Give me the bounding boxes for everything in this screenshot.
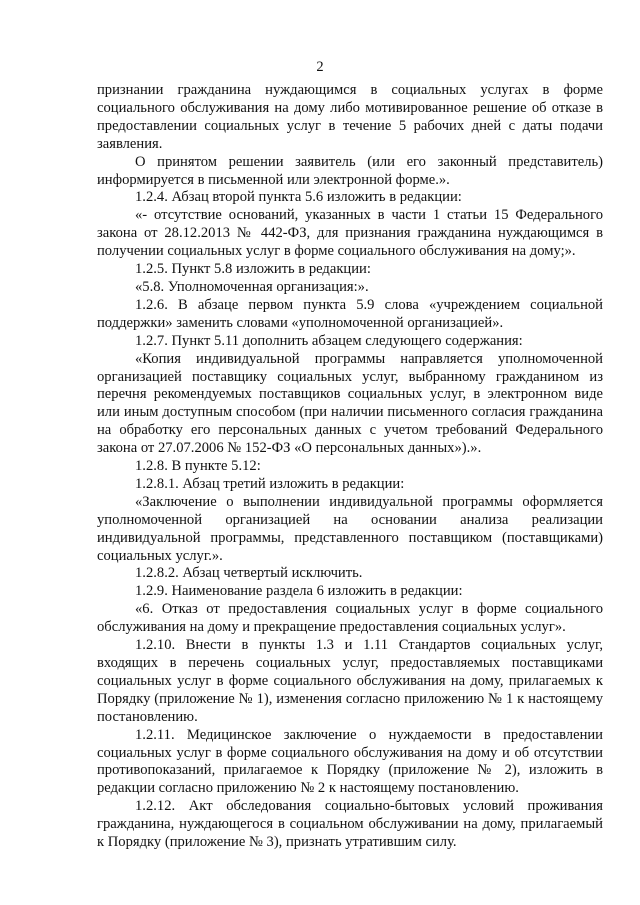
paragraph: 1.2.10. Внести в пункты 1.3 и 1.11 Стандартов социальных услуг, входящих в перечень социальных услуг, предоставляемых поставщиками социальных услуг в форме социального обслуживания на дому, прилагаемых к Порядку (приложение № 1), изменения согласно приложению № 1 к настоящему постановлению. [97,637,603,725]
paragraph: 1.2.11. Медицинское заключение о нуждаемости в предоставлении социальных услуг в форме социального обслуживания на дому и об отсутствии противопоказаний, прилагаемое к Порядку (приложение № 2), изложить в редакции согласно приложению № 2 к настоящему постановлению. [97,726,603,797]
paragraph: 1.2.12. Акт обследования социально-бытовых условий проживания гражданина, нуждающегося в социальном обслуживании на дому, прилагаемый к Порядку (приложение № 3), признать утратившим силу. [97,798,603,851]
paragraph: 1.2.8.2. Абзац четвертый исключить. [135,565,363,582]
paragraph: 1.2.5. Пункт 5.8 изложить в редакции: [135,261,371,278]
paragraph: признании гражданина нуждающимся в социальных услугах в форме социального обслуживания на дому либо мотивированное решение об отказе в предоставлении социальных услуг в течение 5 рабочих дней с даты подачи заявления. [97,82,603,152]
document-body [97,82,603,852]
paragraph: 1.2.6. В абзаце первом пункта 5.9 слова «учреждением социальной поддержки» заменить словами «уполномоченной организацией». [97,296,603,331]
paragraph: 1.2.8.1. Абзац третий изложить в редакции: [135,475,405,492]
paragraph: «5.8. Уполномоченная организация:». [135,278,369,295]
paragraph: 1.2.4. Абзац второй пункта 5.6 изложить в редакции: [135,189,462,206]
paragraph: О принятом решении заявитель (или его законный представитель) информируется в письменной или электронной форме.». [97,153,603,188]
paragraph: 1.2.8. В пункте 5.12: [135,458,261,475]
paragraph: «Копия индивидуальной программы направляется уполномоченной организацией поставщику социальных услуг, выбранному гражданином из перечня рекомендуемых поставщиков социальных услуг, в электронном виде или иным доступным способом (при наличии письменного согласия гражданина на обработку его персональных данных с учетом требований Федерального закона от 27.07.2006 № 152-ФЗ «О персональных данных»).». [97,350,603,457]
paragraph: «- отсутствие оснований, указанных в части 1 статьи 15 Федерального закона от 28.12.2013 № 442-ФЗ, для признания гражданина нуждающимся в получении социальных услуг в форме социального обслуживания на дому;». [97,207,603,260]
paragraph: 1.2.9. Наименование раздела 6 изложить в редакции: [135,583,463,600]
page-number: 2 [316,59,324,75]
paragraph: «Заключение о выполнении индивидуальной программы оформляется уполномоченной организацией на основании анализа реализации индивидуальной программы, представленного поставщиком (поставщиками) социальных услуг.». [97,493,603,564]
paragraph: 1.2.7. Пункт 5.11 дополнить абзацем следующего содержания: [135,332,523,349]
paragraph: «6. Отказ от предоставления социальных услуг в форме социального обслуживания на дому и прекращение предоставления социальных услуг». [97,601,603,636]
